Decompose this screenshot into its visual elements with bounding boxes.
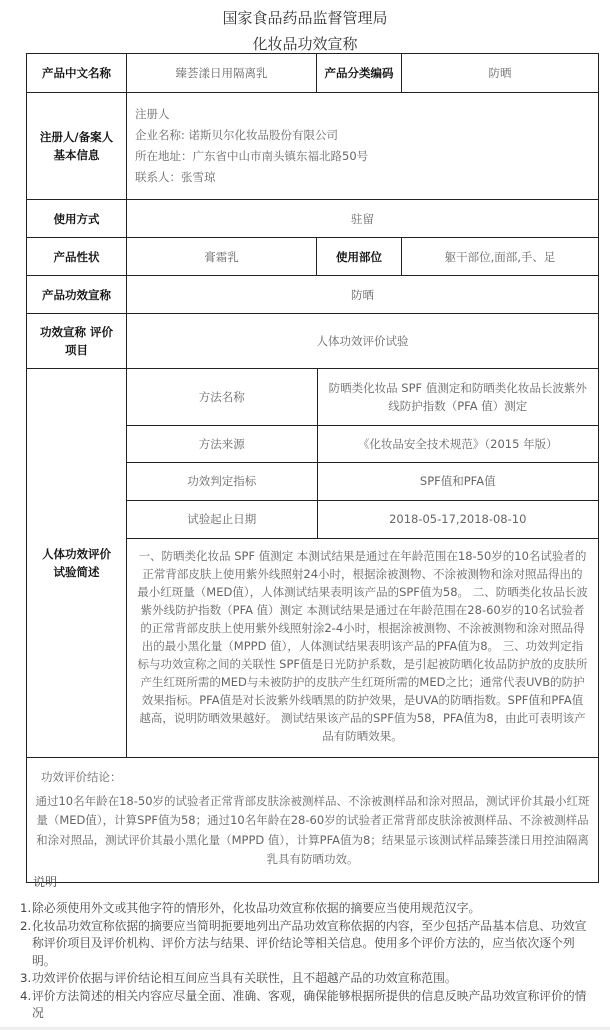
registrant-info: [127, 93, 599, 200]
conclusion-text: 通过10名年龄在18-50岁的试验者正常背部皮肤涂被测样品、不涂被测样品和涂对照品，测试评价其最小红斑量（MED值），计算SPF值为58；通过10名年龄在28-60岁的试验者正常背部皮肤涂被测样品、不涂被测样品和涂对照品，测试评价其最小黑化量（MPPD 值），计算PFA值为8；结果显示该测试样品臻荟漾日用控油隔离乳具有防晒功效。: [35, 793, 590, 866]
note-item: [20, 918, 595, 971]
method-source-key: 方法来源: [127, 425, 317, 462]
claim-table: [26, 53, 599, 883]
note-item: [20, 900, 595, 918]
date-value: 2018-05-17,2018-08-10: [317, 500, 598, 538]
page-title: 化妆品功效宣称: [252, 35, 358, 53]
row-usage: [27, 200, 599, 238]
note-number: 3.: [20, 971, 32, 985]
row-trial: [27, 369, 599, 758]
area-label: 使用部位: [317, 238, 402, 276]
claim-value: 防晒: [127, 276, 599, 314]
row-claim: [27, 276, 599, 314]
eval-item-label: 功效宣称 评价项目: [27, 314, 127, 369]
summary-row: [127, 538, 598, 757]
note-text: 除必须使用外文或其他字符的情形外，化妆品功效宣称依据的摘要应当使用规范汉字。: [32, 901, 481, 915]
product-name-value: 臻荟漾日用隔离乳: [127, 54, 317, 93]
row-form: [27, 238, 599, 276]
note-item: [20, 970, 595, 988]
row-eval-item: [27, 314, 599, 369]
note-text: 功效评价依据与评价结论相互间应当具有关联性，且不超越产品的功效宣称范围。: [32, 971, 457, 985]
method-row: [127, 425, 598, 462]
category-value: 防晒: [402, 54, 599, 93]
method-source-value: 《化妆品安全技术规范》（2015 年版）: [317, 425, 598, 462]
row-product-name: [27, 54, 599, 93]
trial-label: 人体功效评价试验简述: [27, 369, 127, 758]
row-conclusion: [27, 757, 599, 882]
indicator-value: SPF值和PFA值: [317, 462, 598, 500]
area-value: 躯干部位,面部,手、足: [402, 238, 599, 276]
note-text: 化妆品功效宣称依据的摘要应当简明扼要地列出产品功效宣称依据的内容，至少包括产品基本信息、功效宣称评价项目及评价机构、评价方法与结果、评价结论等相关信息。使用多个评价方法的，应当依次逐个列明。: [32, 918, 587, 968]
product-name-label: 产品中文名称: [27, 54, 127, 93]
conclusion-label: 功效评价结论：: [41, 769, 122, 784]
date-key: 试验起止日期: [127, 500, 317, 538]
form-label: 产品性状: [27, 238, 127, 276]
note-number: 4.: [20, 988, 32, 1003]
registrant-label: 注册人/备案人基本信息: [27, 93, 127, 200]
note-item: [20, 988, 595, 1023]
registrant-type: 注册人: [135, 107, 170, 121]
conclusion-cell: [27, 757, 599, 882]
trial-details: [127, 369, 599, 758]
company-address: 所在地址：广东省中山市南头镇东福北路50号: [135, 149, 369, 163]
usage-value: 驻留: [127, 200, 599, 238]
row-registrant: [27, 93, 599, 200]
category-label: 产品分类编码: [317, 54, 402, 93]
method-row: [127, 369, 598, 425]
company-name: 企业名称: 诺斯贝尔化妆品股份有限公司: [135, 128, 339, 142]
notes-list: [20, 900, 595, 1023]
method-row: [127, 500, 598, 538]
indicator-key: 功效判定指标: [127, 462, 317, 500]
contact-person: 联系人：张雪琼: [135, 170, 216, 184]
method-name-key: 方法名称: [127, 369, 317, 425]
agency-title: 国家食品药品监督管理局: [222, 9, 388, 27]
note-text: 评价方法简述的相关内容应尽量全面、准确、客观，确保能够根据所提供的信息反映产品功效宣称评价的情况: [32, 988, 587, 1020]
claim-label: 产品功效宣称: [27, 276, 127, 314]
note-number: 2.: [20, 918, 32, 933]
method-table: [127, 369, 598, 757]
method-row: [127, 462, 598, 500]
method-name-value: 防晒类化妆品 SPF 值测定和防晒类化妆品长波紫外线防护指数（PFA 值）测定: [317, 369, 598, 425]
trial-summary: 一、防晒类化妆品 SPF 值测定 本测试结果是通过在年龄范围在18-50岁的10名试验者的正常背部皮肤上使用紫外线照射24小时，根据涂被测物、不涂被测物和涂对照品得出的最小红斑量（MED值），人体测试结果表明该产品的SPF值为58。 二、防晒类化妆品长波紫外线防护指数（PFA 值）测定 本测试结果是通过在年龄范围在28-60岁的10名试验者的正常背部皮肤上使用紫外线照射涂2-4小时，根据涂被测物、不涂被测物和涂对照品得出的最小黑化量（MPPD 值），人体测试结果表明该产品的PFA值为8。 三、功效判定指标与功效宣称之间的关联性 SPF值是日光防护系数，是引起被防晒化妆品防护放的皮肤所产生红斑所需的MED与未被防护的皮肤产生红斑所需的MED之比；通常代表UVB的防护效果指标。PFA值是对长波紫外线晒黑的防护效果，是UVA的防晒指数。SPF值和PFA值越高，说明防晒效果越好。 测试结果该产品的SPF值为58，PFA值为8，由此可表明该产品有防晒效果。: [127, 538, 598, 757]
usage-label: 使用方式: [27, 200, 127, 238]
notes-title: 说明: [33, 875, 58, 889]
eval-item-value: 人体功效评价试验: [127, 314, 599, 369]
note-number: 1.: [20, 901, 32, 915]
form-value: 膏霜乳: [127, 238, 317, 276]
